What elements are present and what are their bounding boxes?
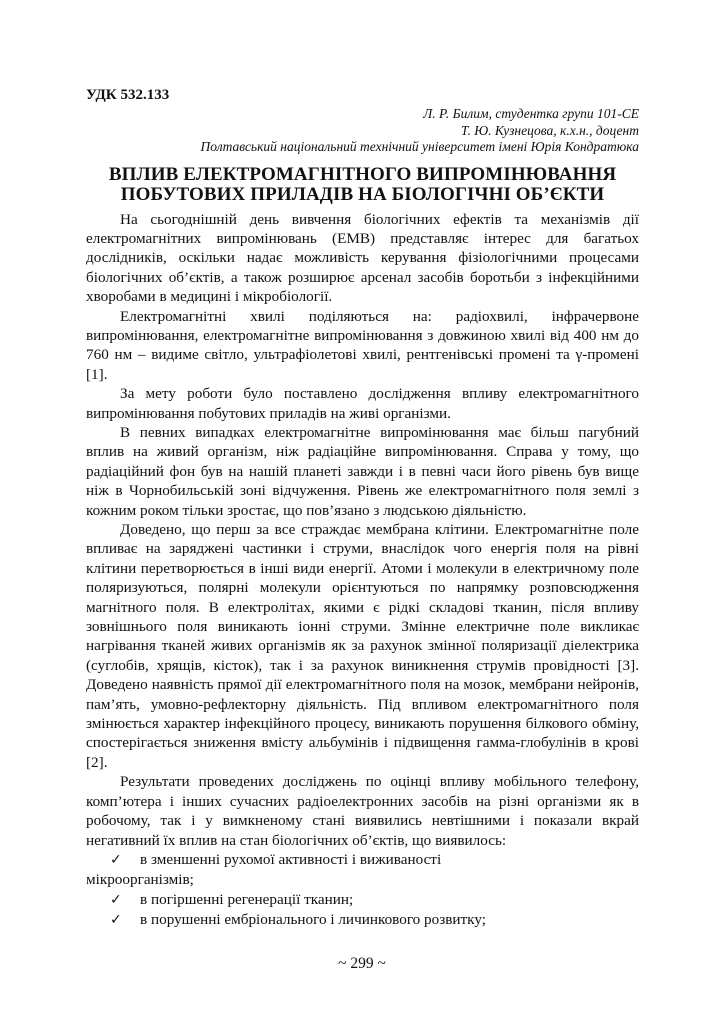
affiliation: Полтавський національний технічний університет імені Юрія Кондратюка [200, 139, 639, 154]
page [86, 86, 639, 931]
paragraph-intro: На сьогоднішній день вивчення біологічних ефектів та механізмів дії електромагнітних випромінювань (ЕМВ) представляє інтерес для багатьох дослідників, оскільки надає можливість керування фізіологічними процесами біологічних об’єктів, а також розширює арсенал засобів боротьби з інфекційними хворобами в медицині і мікробіології. [86, 210, 639, 306]
checklist-item [86, 850, 639, 890]
author-1: Л. Р. Билим, студентка групи 101-СЕ [423, 106, 639, 121]
authors-block [86, 106, 639, 156]
title-line-2: ПОБУТОВИХ ПРИЛАДІВ НА БІОЛОГІЧНІ ОБ’ЄКТИ [120, 184, 605, 205]
checklist-item-continuation: мікроорганізмів; [86, 871, 194, 889]
udk-code: УДК 532.133 [86, 87, 170, 103]
checklist-item [86, 910, 639, 930]
checklist-item-text: в порушенні ембріонального і личинкового розвитку; [140, 911, 486, 929]
paragraph-goal: За мету роботи було поставлено дослідження впливу електромагнітного випромінювання побутових приладів на живі організми. [86, 385, 639, 422]
article-body [86, 210, 639, 931]
title-line-1: ВПЛИВ ЕЛЕКТРОМАГНІТНОГО ВИПРОМІНЮВАННЯ [108, 163, 617, 185]
checklist-item-text: в зменшенні рухомої активності і виживаності [140, 850, 442, 868]
checkmark-icon: ✓ [110, 891, 122, 908]
author-2: Т. Ю. Кузнецова, к.х.н., доцент [460, 122, 639, 138]
paragraph-harm: В певних випадках електромагнітне випромінювання має більш пагубний вплив на живий організм, ніж радіаційне випромінювання. Справа у тому, що радіаційний фон був на нашій планеті завжди і в певні часи його рівень був вище ніж в Чорнобильській зоні відчуження. Рівень же електромагнітного поля землі з кожним роком тільки зростає, що пов’язано з людською діяльністю. [86, 423, 639, 519]
checkmark-icon: ✓ [110, 912, 122, 929]
paragraph-waves: Електромагнітні хвилі поділяються на: радіохвилі, інфрачервоне випромінювання, електромагнітне випромінювання з довжиною хвилі від 400 нм до 760 нм – видиме світло, ультрафіолетові хвилі, рентгенівські промені та γ-промені [1]. [86, 307, 639, 383]
article-title [86, 165, 639, 206]
paragraph-membrane: Доведено, що перш за все страждає мембрана клітини. Електромагнітне поле впливає на заряджені частинки і струми, внаслідок чого енергія поля на рівні клітини перетворюється в інші види енергії. Атоми і молекули в електричному поле поляризуються, полярні молекули орієнтуються по напрямку розповсюдження магнітного поля. В електролітах, якими є рідкі складові тканин, після впливу зовнішнього поля виникають іонні струми. Змінне електричне поле викликає нагрівання тканей живих організмів як за рахунок змінної поляризації діелектрика (суглобів, хрящів, кісток), так і за рахунок виникнення струмів провідності [3]. Доведено наявність прямої дії електромагнітного поля на мозок, мембрани нейронів, пам’ять, умовно-рефлекторну діяльність. Під впливом електромагнітного поля змінюється характер інфекційного процесу, виникають порушення білкового обміну, спостерігається зниження вмісту альбумінів і підвищення гамма-глобулінів в крові [2]. [86, 521, 639, 771]
checklist-item [86, 890, 639, 910]
page-number: ~ 299 ~ [338, 955, 386, 972]
checklist-item-text: в погіршенні регенерації тканин; [140, 890, 354, 908]
paragraph-results: Результати проведених досліджень по оцінці впливу мобільного телефону, комп’ютера і інших сучасних радіоелектронних засобів на різні організми як в робочому, так і у вимкненому стані виявились невтішними і показали вкрай негативний їх вплив на стан біологічних об’єктів, що виявилось: [86, 773, 639, 849]
checkmark-icon: ✓ [110, 851, 122, 868]
